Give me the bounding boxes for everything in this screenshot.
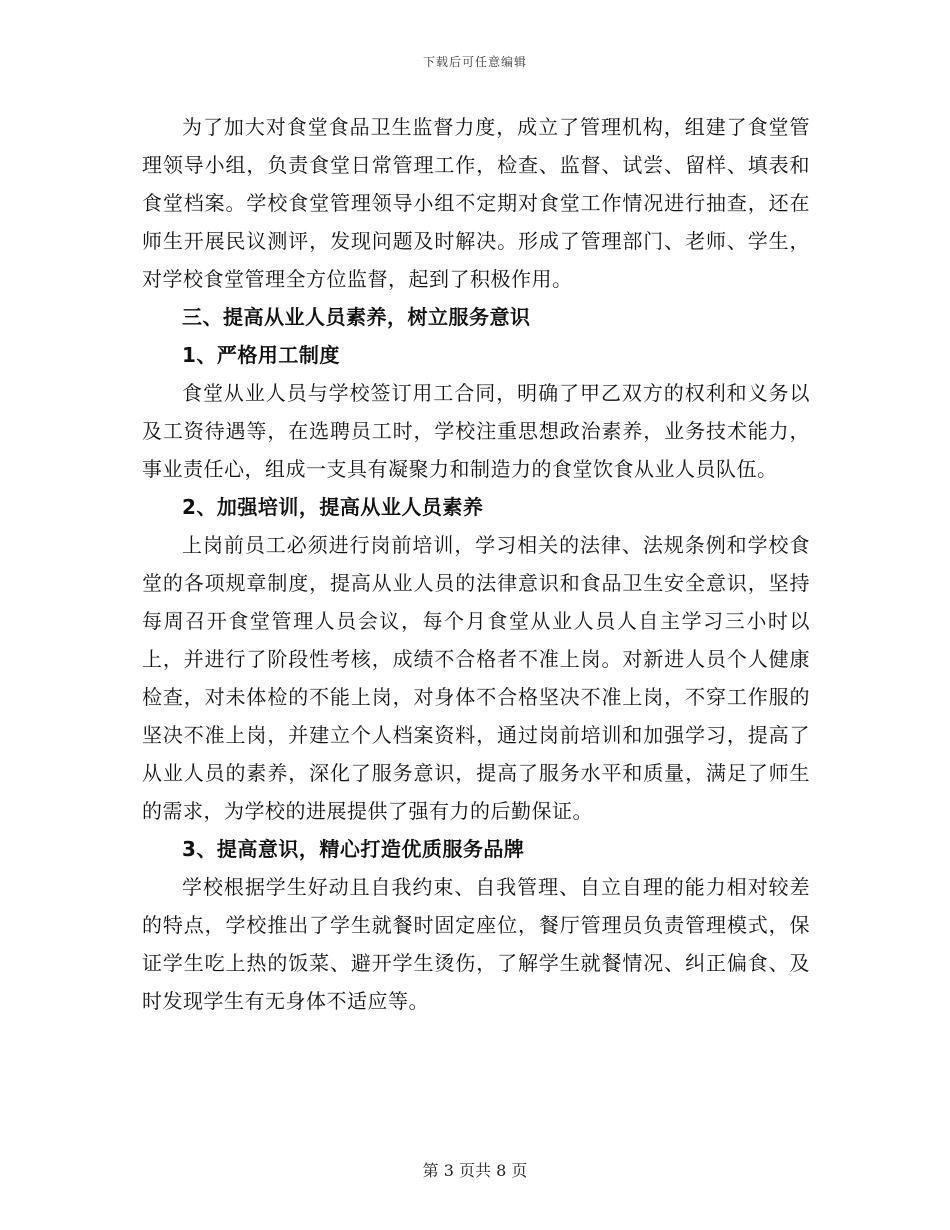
document-body xyxy=(142,108,810,1020)
page-header: 下载后可任意编辑 xyxy=(422,55,527,69)
paragraph-training: 上岗前员工必须进行岗前培训，学习相关的法律、法规条例和学校食堂的各项规章制度，提高从业人员的法律意识和食品卫生安全意识，坚持每周召开食堂管理人员会议，每个月食堂从业人员人自主学习三小时以上，并进行了阶段性考核，成绩不合格者不准上岗。对新进人员个人健康检查，对未体检的不能上岗，对身体不合格坚决不准上岗，不穿工作服的坚决不准上岗，并建立个人档案资料，通过岗前培训和加强学习，提高了从业人员的素养，深化了服务意识，提高了服务水平和质量，满足了师生的需求，为学校的进展提供了强有力的后勤保证。 xyxy=(142,533,810,823)
paragraph-service: 学校根据学生好动且自我约束、自我管理、自立自理的能力相对较差的特点，学校推出了学生就餐时固定座位，餐厅管理员负责管理模式，保证学生吃上热的饭菜、避开学生烫伤，了解学生就餐情况、纠正偏食、及时发现学生有无身体不适应等。 xyxy=(142,875,810,1013)
subheading-service-brand: 3、提高意识，精心打造优质服务品牌 xyxy=(182,837,525,861)
section-heading-3: 三、提高从业人员素养，树立服务意识 xyxy=(182,305,531,329)
page-number: 第 3 页共 8 页 xyxy=(422,1161,528,1180)
paragraph-supervision: 为了加大对食堂食品卫生监督力度，成立了管理机构，组建了食堂管理领导小组，负责食堂日常管理工作，检查、监督、试尝、留样、填表和食堂档案。学校食堂管理领导小组不定期对食堂工作情况进行抽查，还在师生开展民议测评，发现问题及时解决。形成了管理部门、老师、学生，对学校食堂管理全方位监督，起到了积极作用。 xyxy=(142,115,810,291)
subheading-training: 2、加强培训，提高从业人员素养 xyxy=(182,495,484,519)
paragraph-employment: 食堂从业人员与学校签订用工合同，明确了甲乙双方的权利和义务以及工资待遇等，在选聘员工时，学校注重思想政治素养，业务技术能力，事业责任心，组成一支具有凝聚力和制造力的食堂饮食从业人员队伍。 xyxy=(142,381,810,481)
subheading-employment-system: 1、严格用工制度 xyxy=(182,343,340,367)
